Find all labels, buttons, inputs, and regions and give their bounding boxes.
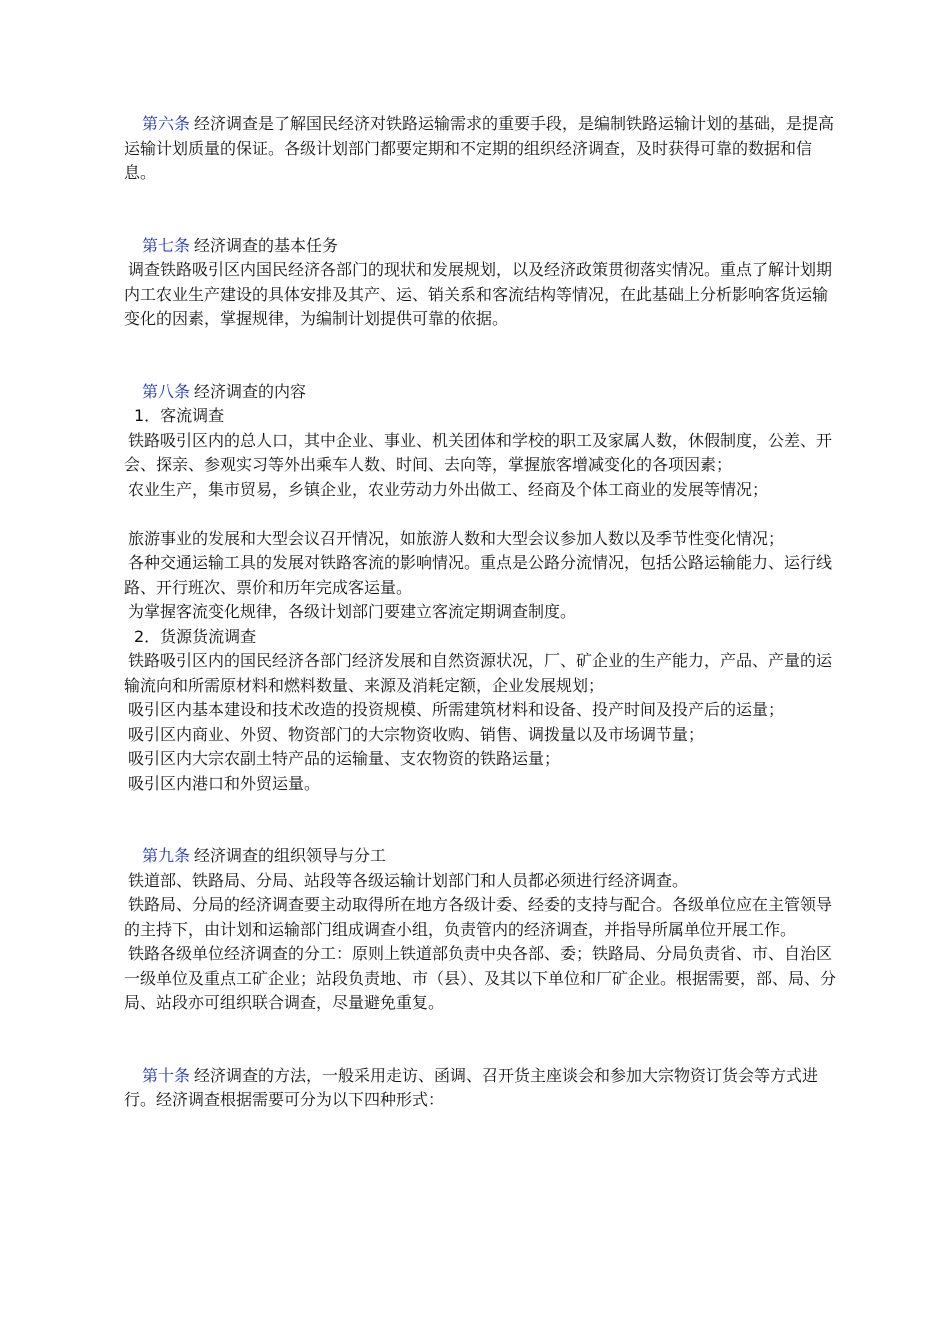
paragraph: 铁路吸引区内的国民经济各部门经济发展和自然资源状况，厂、矿企业的生产能力，产品、产量的运输流向和所需原材料和燃料数量、来源及消耗定额，企业发展规划； <box>124 651 833 695</box>
article-number: 第六条 <box>142 114 191 133</box>
article-number: 第八条 <box>142 381 191 401</box>
article-number: 第七条 <box>142 235 191 255</box>
paragraph: 吸引区内港口和外贸运量。 <box>128 773 321 793</box>
paragraph: 调查铁路吸引区内国民经济各部门的现状和发展规划，以及经济政策贯彻落实情况。重点了解计划期内工农业生产建设的具体安排及其产、运、销关系和客流结构等情况，在此基础上分析影响客货运输变化的因素，掌握规律，为编制计划提供可靠的依据。 <box>124 260 833 328</box>
paragraph: 农业生产，集市贸易，乡镇企业，农业劳动力外出做工、经商及个体工商业的发展等情况； <box>128 479 769 499</box>
article-title: 经济调查是了解国民经济对铁路运输需求的重要手段，是编制铁路运输计划的基础，是提高运输计划质量的保证。各级计划部门都要定期和不定期的组织经济调查，及时获得可靠的数据和信息。 <box>124 114 835 182</box>
article-number: 第十条 <box>142 1065 191 1085</box>
subsection-heading: 2．货源货流调查 <box>134 626 257 646</box>
paragraph: 铁路吸引区内的总人口，其中企业、事业、机关团体和学校的职工及家属人数，休假制度，公差、开会、探亲、参观实习等外出乘车人数、时间、去向等，掌握旅客增减变化的各项因素； <box>124 430 833 474</box>
article-heading <box>124 234 836 259</box>
article-10 <box>124 1064 836 1113</box>
paragraph: 铁路局、分局的经济调查要主动取得所在地方各级计委、经委的支持与配合。各级单位应在主管领导的主持下，由计划和运输部门组成调查小组，负责管内的经济调查，并指导所属单位开展工作。 <box>124 895 833 939</box>
paragraph: 旅游事业的发展和大型会议召开情况，如旅游人数和大型会议参加人数以及季节性变化情况； <box>128 528 785 548</box>
paragraph: 吸引区内基本建设和技术改造的投资规模、所需建筑材料和设备、投产时间及投产后的运量； <box>128 700 785 719</box>
article-title: 经济调查的方法，一般采用走访、函调、召开货主座谈会和参加大宗物资订货会等方式进行。经济调查根据需要可分为以下四种形式： <box>124 1065 819 1109</box>
article-8 <box>124 380 836 797</box>
article-9 <box>124 844 836 1016</box>
paragraph: 铁道部、铁路局、分局、站段等各级运输计划部门和人员都必须进行经济调查。 <box>128 870 689 890</box>
paragraph: 吸引区内商业、外贸、物资部门的大宗物资收购、销售、调拨量以及市场调节量； <box>128 724 705 744</box>
article-title: 经济调查的基本任务 <box>194 235 339 255</box>
article-title: 经济调查的组织领导与分工 <box>194 846 387 865</box>
article-heading <box>124 380 836 405</box>
blank-line <box>124 502 836 527</box>
article-6 <box>124 112 836 186</box>
article-heading <box>124 844 836 869</box>
subsection-heading: 1．客流调查 <box>134 406 225 425</box>
paragraph: 铁路各级单位经济调查的分工：原则上铁道部负责中央各部、委；铁路局、分局负责省、市、自治区一级单位及重点工矿企业；站段负责地、市（县）、及其以下单位和厂矿企业。根据需要，部、局、分局、站段亦可组织联合调查，尽量避免重复。 <box>124 944 837 1012</box>
article-title: 经济调查的内容 <box>194 381 307 401</box>
paragraph: 为掌握客流变化规律，各级计划部门要建立客流定期调查制度。 <box>128 602 577 621</box>
article-heading <box>124 1064 836 1113</box>
paragraph: 各种交通运输工具的发展对铁路客流的影响情况。重点是公路分流情况，包括公路运输能力、运行线路、开行班次、票价和历年完成客运量。 <box>124 553 833 597</box>
article-heading <box>124 112 836 186</box>
article-number: 第九条 <box>142 846 191 865</box>
document-body <box>124 112 836 1113</box>
paragraph: 吸引区内大宗农副土特产品的运输量、支农物资的铁路运量； <box>128 749 561 768</box>
article-7 <box>124 234 836 332</box>
